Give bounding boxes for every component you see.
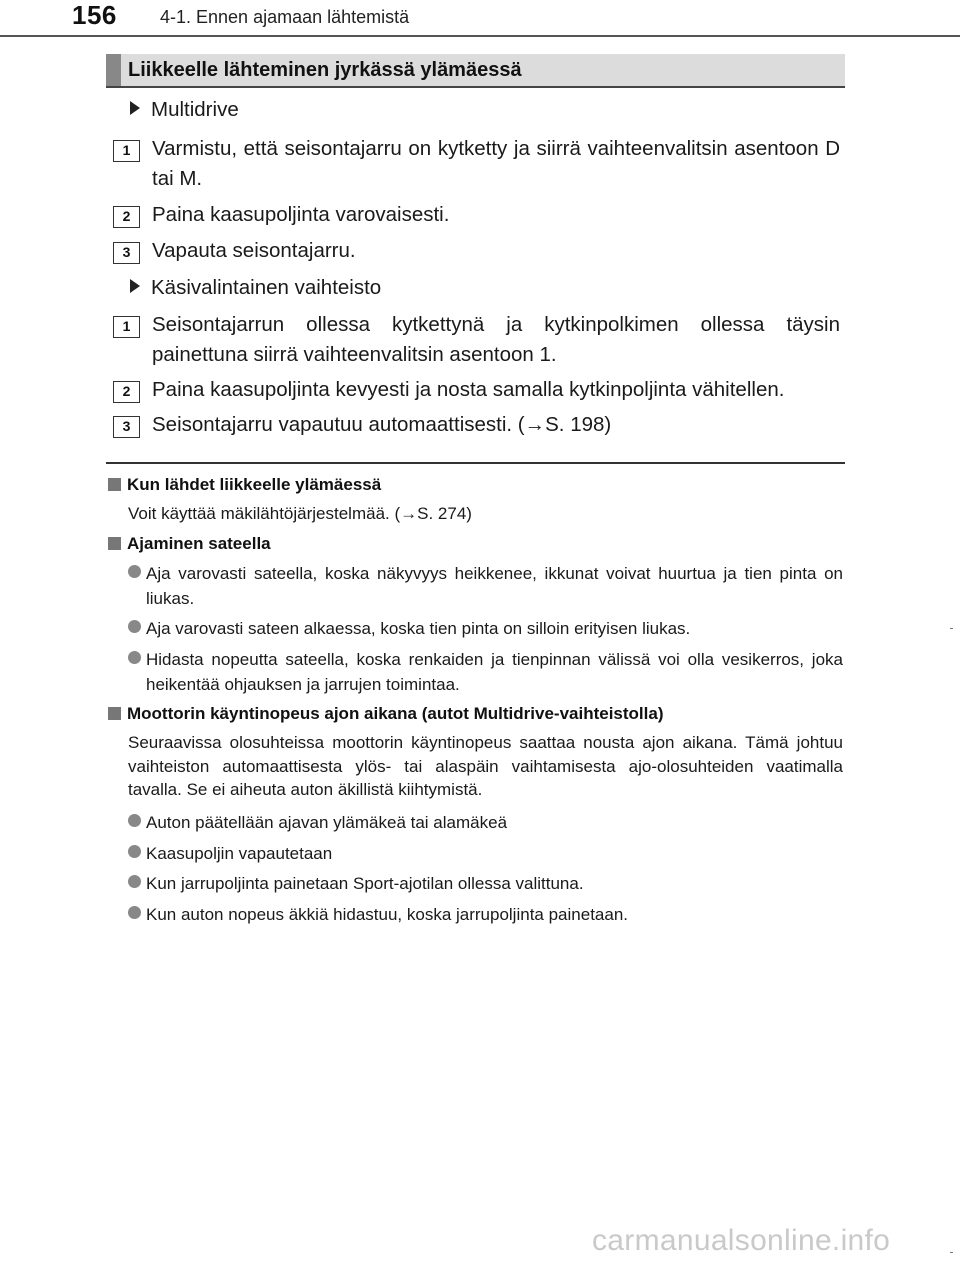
triangle-bullet-icon <box>130 101 140 115</box>
note-heading-label: Kun lähdet liikkeelle ylämäessä <box>127 475 382 494</box>
crop-mark <box>950 628 953 629</box>
subheading-manual-label: Käsivalintainen vaihteisto <box>151 276 382 299</box>
section-title: Liikkeelle lähteminen jyrkässä ylämäessä <box>128 59 522 81</box>
bullet-item <box>128 810 843 835</box>
chapter-title: 4-1. Ennen ajamaan lähtemistä <box>160 7 410 27</box>
step-number-badge: 3 <box>113 416 140 438</box>
step-number-badge: 1 <box>113 316 140 338</box>
circle-bullet-icon <box>128 565 141 578</box>
note-heading-label: Ajaminen sateella <box>127 534 271 553</box>
subheading-multidrive <box>130 98 239 122</box>
section-band-accent <box>106 54 121 86</box>
subheading-manual-transmission <box>130 276 381 300</box>
crop-mark <box>950 1252 953 1253</box>
square-bullet-icon <box>108 707 121 720</box>
watermark: carmanualsonline.info <box>592 1224 891 1257</box>
step-number-badge: 2 <box>113 206 140 228</box>
note-heading-label: Moottorin käyntinopeus ajon aikana (autot Multidrive-vaihteistolla) <box>127 704 664 723</box>
circle-bullet-icon <box>128 845 141 858</box>
bullet-text: Kun jarrupoljinta painetaan Sport-ajotilan ollessa valittuna. <box>146 874 584 893</box>
subheading-multidrive-label: Multidrive <box>151 98 239 121</box>
circle-bullet-icon <box>128 651 141 664</box>
note-heading <box>108 475 381 495</box>
page-header <box>0 0 960 40</box>
bullet-text: Aja varovasti sateen alkaessa, koska tien pinta on silloin erityisen liukas. <box>146 619 691 638</box>
note-heading <box>108 534 271 554</box>
circle-bullet-icon <box>128 620 141 633</box>
step-text: Seisontajarru vapautuu automaattisesti. (→S. 198) <box>152 413 612 436</box>
step-text: Varmistu, että seisontajarru on kytketty ja siirrä vaihteenvalitsin asentoon D tai M. <box>152 137 840 190</box>
step-text: Paina kaasupoljinta kevyesti ja nosta samalla kytkinpoljinta vähitellen. <box>152 378 785 401</box>
step-text: Seisontajarrun ollessa kytkettynä ja kytkinpolkimen ollessa täysin painettuna siirrä vaihteenvalitsin asentoon 1. <box>152 313 840 366</box>
note-text: Seuraavissa olosuhteissa moottorin käyntinopeus saattaa nousta ajon aikana. Tämä johtuu vaihteiston automaattisesta ylös- tai alaspäin vaihtamisesta ajo-olosuhteiden vaatimalla tavalla. Se ei aiheuta auton äkillistä kiihtymistä. <box>128 733 843 799</box>
bullet-text: Auton päätellään ajavan ylämäkeä tai alamäkeä <box>146 813 508 832</box>
step-number-badge: 2 <box>113 381 140 403</box>
circle-bullet-icon <box>128 814 141 827</box>
bullet-item <box>128 647 843 697</box>
square-bullet-icon <box>108 537 121 550</box>
bullet-item <box>128 561 843 611</box>
step-number-badge: 3 <box>113 242 140 264</box>
triangle-bullet-icon <box>130 279 140 293</box>
page-number: 156 <box>72 0 117 30</box>
step-text: Paina kaasupoljinta varovaisesti. <box>152 203 450 226</box>
section-title-band <box>106 54 845 88</box>
bullet-text: Kun auton nopeus äkkiä hidastuu, koska jarrupoljinta painetaan. <box>146 905 629 924</box>
bullet-text: Aja varovasti sateella, koska näkyvyys heikkenee, ikkunat voivat huurtua ja tien pinta on liukas. <box>146 564 843 608</box>
header-rule <box>0 35 960 37</box>
circle-bullet-icon <box>128 875 141 888</box>
bullet-item <box>128 841 843 866</box>
bullet-item <box>128 871 843 896</box>
step-number-badge: 1 <box>113 140 140 162</box>
note-heading <box>108 704 664 724</box>
section-divider <box>106 462 845 464</box>
circle-bullet-icon <box>128 906 141 919</box>
bullet-item <box>128 902 843 927</box>
square-bullet-icon <box>108 478 121 491</box>
bullet-text: Hidasta nopeutta sateella, koska renkaiden ja tienpinnan välissä voi olla vesikerros, joka heikentää ohjauksen ja jarrujen toimintaa. <box>146 650 843 694</box>
step-text: Vapauta seisontajarru. <box>152 239 356 262</box>
bullet-item <box>128 616 843 641</box>
note-text: Voit käyttää mäkilähtöjärjestelmää. (→S. 274) <box>128 504 472 523</box>
bullet-text: Kaasupoljin vapautetaan <box>146 844 333 863</box>
